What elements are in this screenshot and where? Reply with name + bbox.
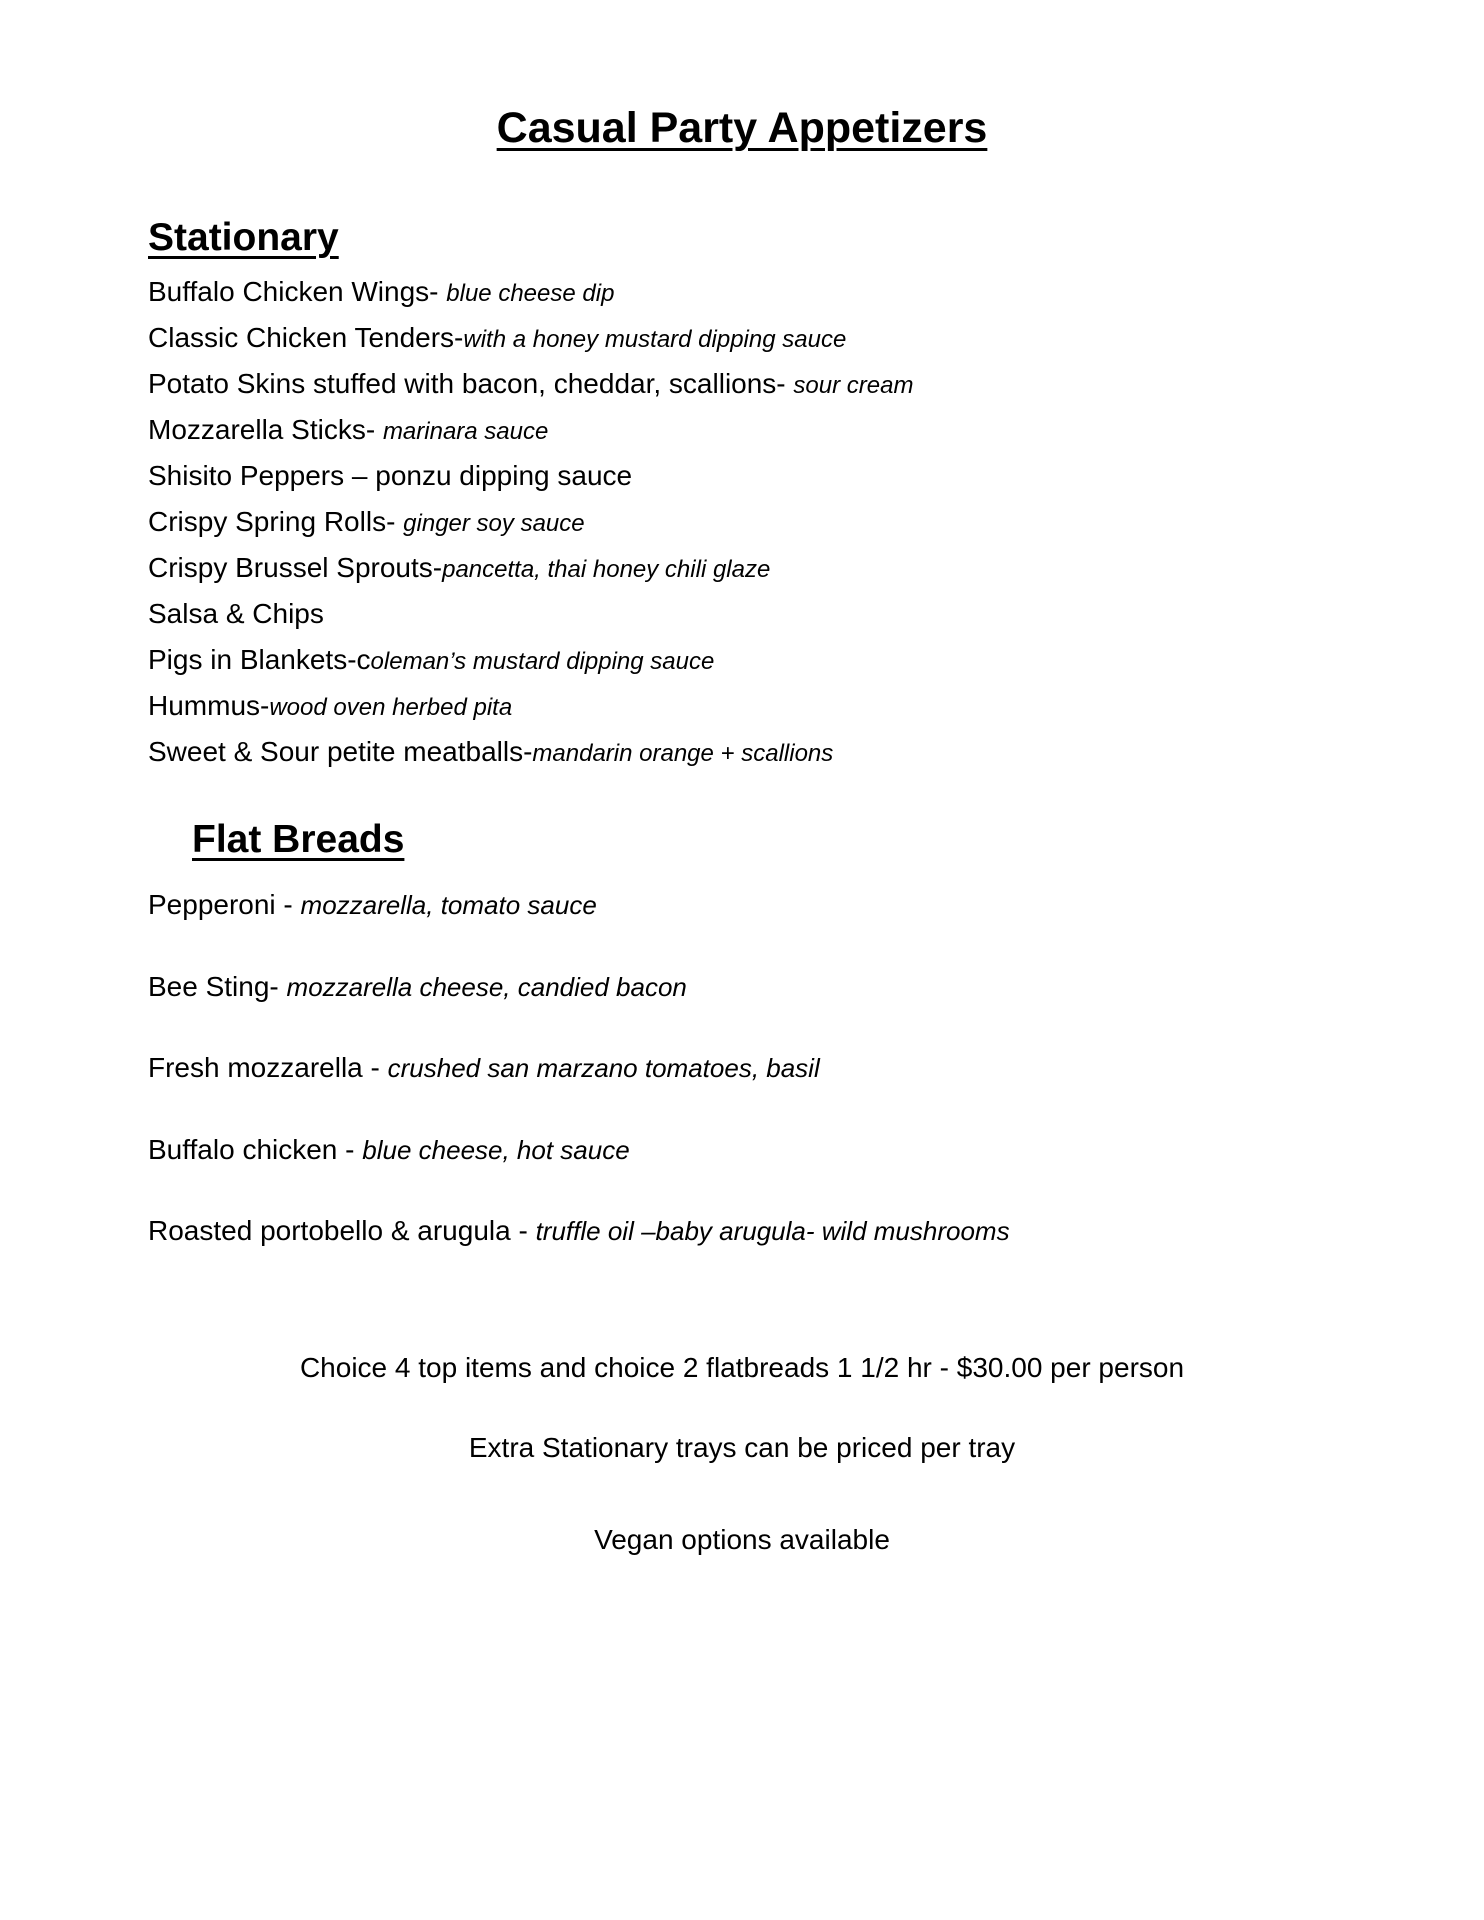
list-item [148,456,913,502]
list-item [148,1048,1010,1130]
list-item [148,732,913,778]
pricing-note: Choice 4 top items and choice 2 flatbreads 1 1/2 hr - $30.00 per person [299,1352,1185,1383]
list-item [148,1211,1010,1293]
item-description: wood oven herbed pita [269,694,513,721]
item-name: Mozzarella Sticks- [148,414,383,445]
list-item [148,272,913,318]
extra-trays-note: Extra Stationary trays can be priced per tray [468,1432,1016,1463]
list-item [148,640,913,686]
section-heading-flat-breads: Flat Breads [192,818,405,861]
item-description: marinara sauce [382,418,549,445]
item-description: oleman’s mustard dipping sauce [370,648,715,675]
item-name: Roasted portobello & arugula - [148,1215,536,1246]
stationary-list [148,272,913,778]
item-name: Sweet & Sour petite meatballs- [148,736,533,767]
item-name: Crispy Brussel Sprouts- [148,552,443,583]
item-name: Pepperoni - [148,889,301,920]
list-item [148,1130,1010,1212]
page-title: Casual Party Appetizers [496,104,988,152]
item-name: Potato Skins stuffed with bacon, cheddar, scallions- [148,368,794,399]
item-description: pancetta, thai honey chili glaze [442,556,771,583]
list-item [148,967,1010,1049]
item-name: Buffalo chicken - [148,1133,363,1165]
item-description: mozzarella cheese, candied bacon [286,971,687,1002]
section-heading-stationary: Stationary [148,216,339,259]
item-name: Pigs in Blankets-c [148,644,371,675]
item-name: Bee Sting- [148,970,287,1002]
item-description: truffle oil –baby arugula- wild mushrooms [535,1216,1010,1246]
item-name: Crispy Spring Rolls- [148,506,404,537]
vegan-note: Vegan options available [594,1524,890,1555]
list-item [148,548,913,594]
list-item [148,594,913,640]
list-item [148,686,913,732]
item-description: blue cheese dip [446,280,615,307]
item-description: mozzarella, tomato sauce [300,890,597,920]
item-name: Fresh mozzarella - [148,1052,388,1083]
item-name: Buffalo Chicken Wings- [148,276,447,307]
list-item [148,502,913,548]
item-name: Classic Chicken Tenders- [148,322,464,353]
item-description: blue cheese, hot sauce [362,1134,630,1165]
list-item [148,364,913,410]
item-description: sour cream [793,372,914,399]
list-item [148,318,913,364]
item-description: ginger soy sauce [403,510,585,537]
list-item [148,410,913,456]
flat-breads-list [148,885,1010,1293]
item-description: with a honey mustard dipping sauce [463,326,847,353]
item-description: mandarin orange + scallions [532,740,834,767]
list-item [148,885,1010,967]
item-name: Hummus- [148,690,270,721]
item-name: Salsa & Chips [148,598,324,629]
item-description: crushed san marzano tomatoes, basil [387,1053,820,1083]
item-name: Shisito Peppers – ponzu dipping sauce [148,460,633,491]
